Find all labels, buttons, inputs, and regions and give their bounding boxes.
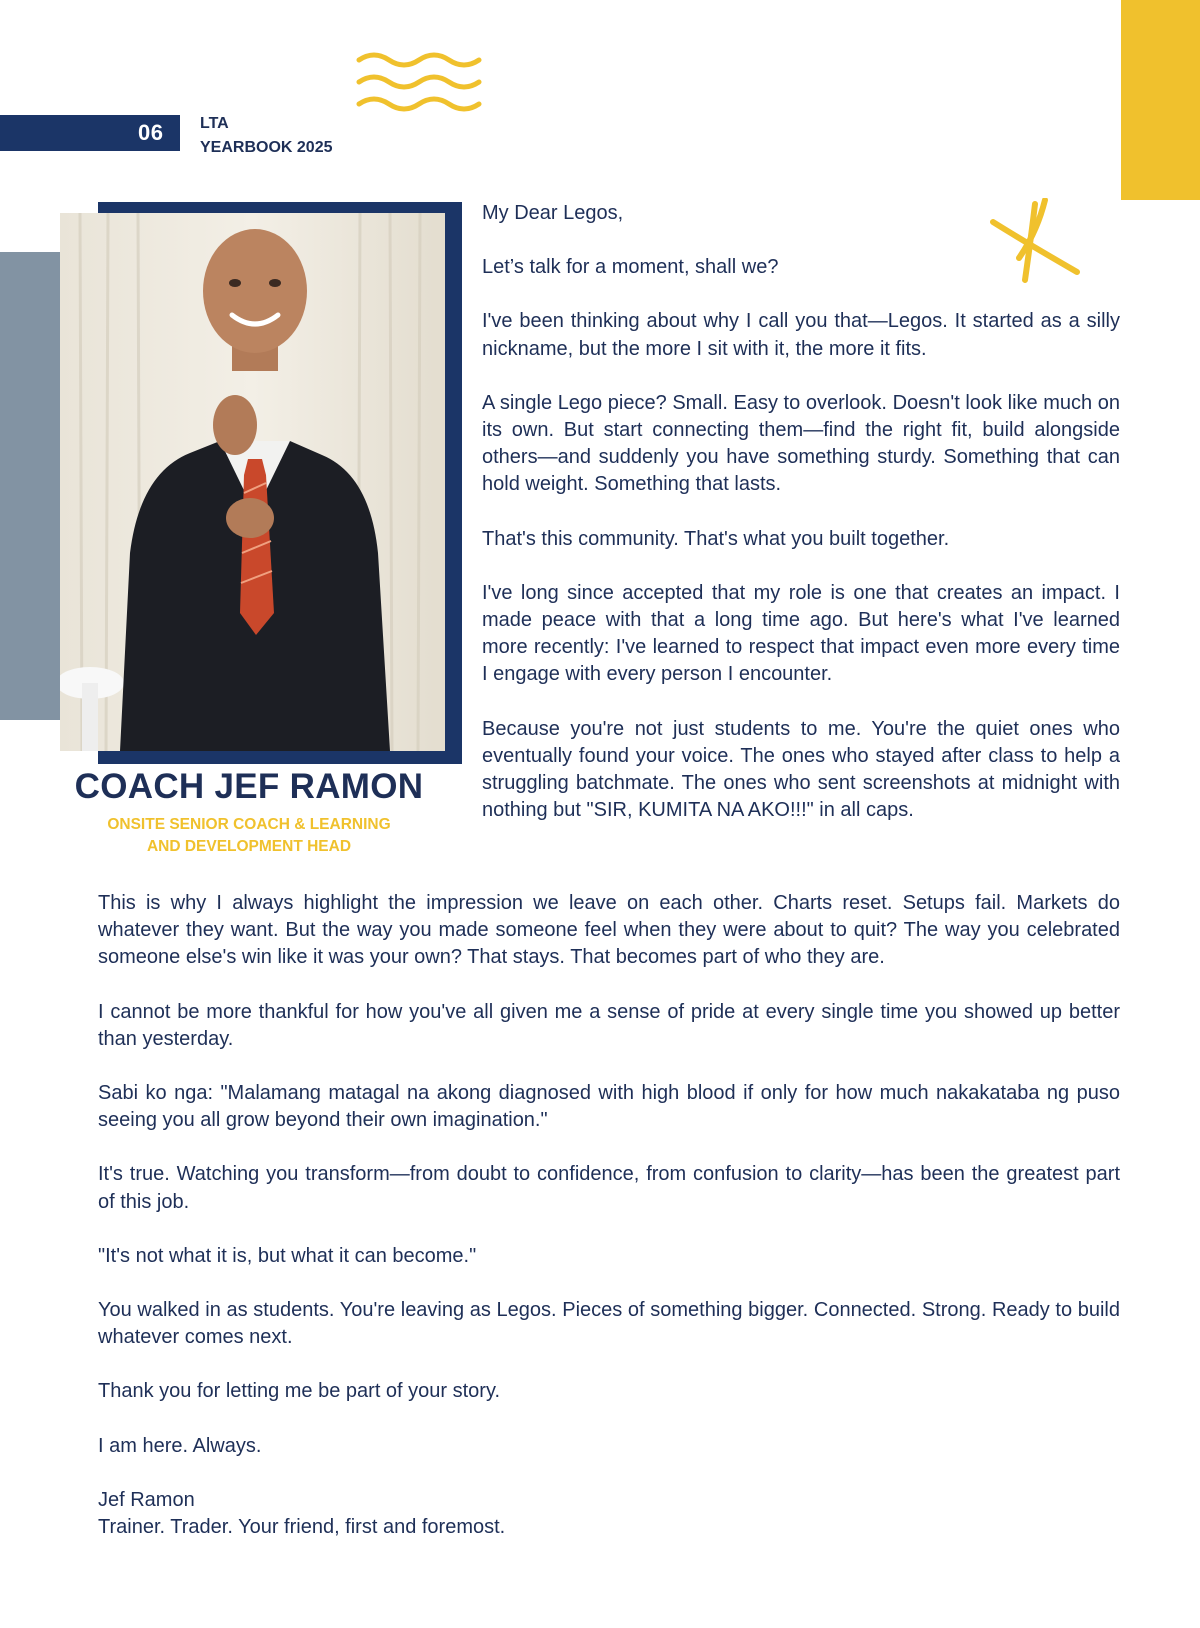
letter-paragraph: Let’s talk for a moment, shall we?	[482, 256, 779, 279]
letter-paragraph: This is why I always highlight the impression we leave on each other. Charts reset. Setups fail. Markets do whatever they want. But the way you made someone feel when they were about to quit? The way you celebrated someone else's win like it was your own? That stays. That becomes part of who they are.	[98, 892, 1120, 969]
coach-name: COACH JEF RAMON	[74, 767, 424, 806]
letter-continuation	[98, 890, 1120, 1568]
coach-title-line-1: ONSITE SENIOR COACH & LEARNING	[107, 816, 391, 833]
letter-quote: "It's not what it is, but what it can become."	[98, 1244, 477, 1267]
letter-paragraph: You walked in as students. You're leaving as Legos. Pieces of something bigger. Connected. Strong. Ready to build whatever comes next.	[98, 1299, 1120, 1349]
letter-salutation: My Dear Legos,	[482, 202, 624, 224]
letter-paragraph: That's this community. That's what you built together.	[482, 527, 950, 550]
letter-paragraph: I am here. Always.	[98, 1434, 262, 1457]
yearbook-brand	[200, 112, 333, 160]
letter-signature	[98, 1487, 1120, 1541]
coach-portrait-photo	[60, 213, 445, 751]
letter-paragraph: Sabi ko nga: "Malamang matagal na akong diagnosed with high blood if only for how much nakakataba ng puso seeing you all grow beyond their own imagination."	[98, 1082, 1120, 1132]
brand-line-1: LTA	[200, 115, 229, 132]
coach-title	[74, 814, 424, 858]
brand-line-2: YEARBOOK 2025	[200, 139, 333, 156]
letter-paragraph: Because you're not just students to me. You're the quiet ones who eventually found your voice. The ones who stayed after class to help a struggling batchmate. The ones who sent screenshots at midnight with nothing but "SIR, KUMITA NA AKO!!!" in all caps.	[482, 717, 1120, 822]
letter-paragraph: I've long since accepted that my role is one that creates an impact. I made peace with that a long time ago. But here's what I've learned more recently: I've learned to respect that impact even more every time I engage with every person I encounter.	[482, 581, 1120, 686]
coach-title-line-2: AND DEVELOPMENT HEAD	[146, 838, 352, 855]
page-number: 06	[138, 120, 164, 145]
slate-accent-bar	[0, 252, 60, 720]
signature-tagline: Trainer. Trader. Your friend, first and foremost.	[98, 1516, 506, 1539]
letter-paragraph: I've been thinking about why I call you that—Legos. It started as a silly nickname, but the more I sit with it, the more it fits.	[482, 310, 1120, 360]
letter-paragraph: I cannot be more thankful for how you've all given me a sense of pride at every single time you showed up better than yesterday.	[98, 1000, 1120, 1050]
wavy-lines-icon	[355, 50, 483, 118]
yellow-accent-bar	[1121, 0, 1200, 200]
letter-paragraph: A single Lego piece? Small. Easy to overlook. Doesn't look like much on its own. But start connecting them—find the right fit, build alongside others—and suddenly you have something sturdy. Something that can hold weight. Something that lasts.	[482, 391, 1120, 496]
letter-paragraph: It's true. Watching you transform—from doubt to confidence, from confusion to clarity—has been the greatest part of this job.	[98, 1163, 1120, 1213]
letter-paragraph: Thank you for letting me be part of your story.	[98, 1380, 501, 1403]
letter-column	[482, 200, 1120, 851]
signature-name: Jef Ramon	[98, 1488, 195, 1511]
